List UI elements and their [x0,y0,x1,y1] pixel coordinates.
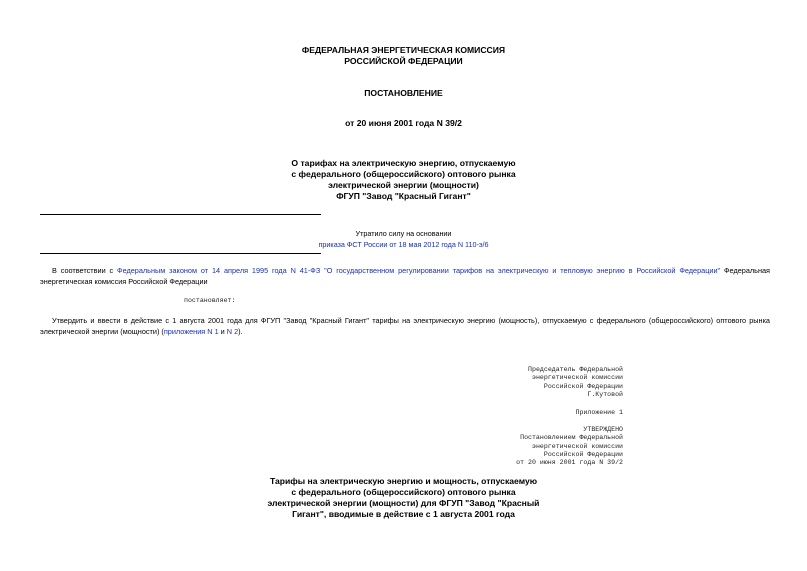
signature-line: энергетической комиссии [531,374,623,382]
appendix-1-link[interactable]: приложения N 1 [163,326,219,336]
tariffs-title-line: с федерального (общероссийского) оптового рынка [291,487,516,497]
title-line: О тарифах на электрическую энергию, отпускаемую [291,158,516,168]
signature-name: Г.Кутовой [587,390,623,398]
p1-suffix: Федеральная энергетическая комиссия Российской Федерации [40,266,770,286]
doc-date-number [0,118,807,129]
tariffs-title-line: Гигант", вводимые в действие с 1 августа 2001 года [292,509,515,519]
paragraph-preamble [40,266,770,287]
approved-line: Российской Федерации [543,450,623,458]
p2-suffix: ). [238,326,243,336]
tariffs-title [0,476,807,520]
signature-line: Российской Федерации [543,382,623,390]
document-header [0,45,807,67]
doc-type-label: ПОСТАНОВЛЕНИЕ [364,88,443,98]
title-line: электрической энергии (мощности) [328,180,479,190]
paragraph-resolution [40,316,770,337]
p2-mid: и [218,326,227,336]
signature-line: Председатель Федеральной [528,366,623,373]
p2-prefix: Утвердить и ввести в действие с 1 августа 2001 года для ФГУП "Завод "Красный Гигант" тарифы на электрическую энергию (мощность), отпускаемую с федерального (общероссийского) оптового рынка электрической энергии (мощности) ( [40,316,770,336]
doc-date-number-text: от 20 июня 2001 года N 39/2 [345,118,462,128]
org-name-line1: ФЕДЕРАЛЬНАЯ ЭНЕРГЕТИЧЕСКАЯ КОМИССИЯ [301,45,506,55]
title-line: ФГУП "Завод "Красный Гигант" [336,191,471,201]
p1-prefix: В соответствии с [52,266,118,275]
approved-block [480,426,623,467]
appendix-label: Приложение 1 [575,409,623,416]
status-invalid-link[interactable]: приказа ФСТ России от 18 мая 2012 года N 110-э/6 [318,240,489,249]
document-title [0,158,807,202]
divider-bottom [40,253,321,254]
status-block [0,228,807,250]
doc-type [0,88,807,99]
tariffs-title-line: Тарифы на электрическую энергию и мощность, отпускаемую [269,476,538,486]
divider-top [40,214,321,215]
org-name-line2: РОССИЙСКОЙ ФЕДЕРАЦИИ [344,56,463,66]
appendix-label-block [480,409,623,417]
approved-stamp: УТВЕРЖДЕНО [583,426,623,433]
approved-line: от 20 июня 2001 года N 39/2 [516,459,623,467]
title-line: с федерального (общероссийского) оптового рынка [291,169,516,179]
federal-law-link[interactable]: Федеральным законом от 14 апреля 1995 года N 41-ФЗ "О государственном регулировании тарифов на электрическую и тепловую энергию в Российской Федерации" [117,266,721,275]
approved-line: Постановлением Федеральной [520,434,623,442]
resolves-label: постановляет: [184,297,236,304]
signature-block [480,366,623,399]
tariffs-title-line: электрической энергии (мощности) для ФГУП "Завод "Красный [267,498,540,508]
approved-line: энергетической комиссии [531,442,623,450]
status-invalid-text: Утратило силу на основании [355,229,452,238]
appendix-2-link[interactable]: N 2 [226,326,239,336]
